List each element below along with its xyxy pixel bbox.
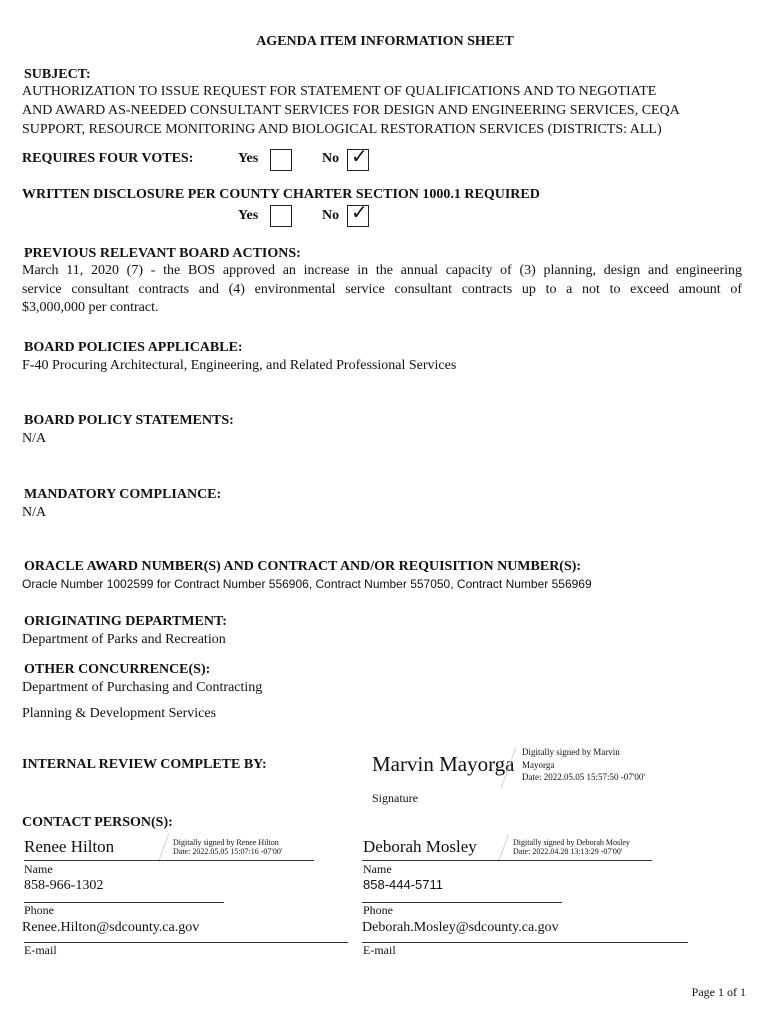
name-label: Name (24, 862, 53, 876)
disclosure-label: WRITTEN DISCLOSURE PER COUNTY CHARTER SECTION 1000.1 REQUIRED (22, 187, 540, 202)
email-line (24, 942, 348, 943)
contacts-label: CONTACT PERSON(S): (22, 815, 173, 830)
disclosure-yes-label: Yes (238, 208, 259, 223)
oracle-label: ORACLE AWARD NUMBER(S) AND CONTRACT AND/OR REQUISITION NUMBER(S): (24, 559, 582, 574)
concurrence-value: Planning & Development Services (22, 706, 217, 721)
subject-line: AND AWARD AS-NEEDED CONSULTANT SERVICES FOR DESIGN AND ENGINEERING SERVICES, CEQA (22, 103, 680, 118)
previous-actions-line: service consultant contracts and (4) environmental service consultant contracts up to a not to exceed amount of (22, 282, 742, 297)
originating-value: Department of Parks and Recreation (22, 632, 226, 647)
originating-label: ORIGINATING DEPARTMENT: (24, 614, 227, 629)
mandatory-compliance-label: MANDATORY COMPLIANCE: (24, 487, 222, 502)
contact-email[interactable]: Deborah.Mosley@sdcounty.ca.gov (362, 920, 559, 935)
mandatory-compliance-value: N/A (22, 505, 47, 520)
phone-label: Phone (363, 903, 393, 917)
signature-label: Signature (372, 791, 418, 805)
previous-actions-line: March 11, 2020 (7) - the BOS approved an increase in the annual capacity of (3) planning, design and engineering (22, 263, 742, 278)
contact-digital-sig: Digitally signed by Deborah Mosley (513, 838, 630, 847)
name-line (362, 860, 652, 861)
subject-label: SUBJECT: (24, 67, 91, 82)
four-votes-yes-label: Yes (238, 151, 259, 166)
four-votes-no-checkbox[interactable] (347, 144, 369, 171)
phone-line (24, 902, 224, 903)
contact-name: Renee Hilton (24, 837, 115, 856)
policies-applicable-value: F-40 Procuring Architectural, Engineering, and Related Professional Services (22, 358, 457, 373)
four-votes-no-label: No (322, 151, 340, 166)
page-number: Page 1 of 1 (691, 985, 746, 999)
internal-review-label: INTERNAL REVIEW COMPLETE BY: (22, 757, 267, 772)
email-line (362, 942, 688, 943)
oracle-value: Oracle Number 1002599 for Contract Number 556906, Contract Number 557050, Contract Number 556969 (22, 577, 592, 591)
previous-actions-label: PREVIOUS RELEVANT BOARD ACTIONS: (24, 246, 301, 261)
checkmark-icon: ✓ (351, 144, 368, 168)
email-label: E-mail (24, 943, 57, 957)
phone-label: Phone (24, 903, 54, 917)
contact-phone: 858-966-1302 (24, 878, 104, 893)
policy-statements-label: BOARD POLICY STATEMENTS: (24, 413, 234, 428)
disclosure-no-checkbox[interactable] (347, 200, 369, 227)
four-votes-label: REQUIRES FOUR VOTES: (22, 151, 194, 166)
concurrence-value: Department of Purchasing and Contracting (22, 680, 263, 695)
disclosure-yes-checkbox[interactable] (270, 205, 292, 227)
contact-email[interactable]: Renee.Hilton@sdcounty.ca.gov (22, 920, 200, 935)
previous-actions-line: $3,000,000 per contract. (22, 300, 159, 315)
contact-digital-sig: Date: 2022.05.05 15:07:16 -07'00' (173, 847, 283, 856)
subject-line: SUPPORT, RESOURCE MONITORING AND BIOLOGICAL RESTORATION SERVICES (DISTRICTS: ALL) (22, 122, 662, 137)
concurrence-label: OTHER CONCURRENCE(S): (24, 662, 211, 677)
page-title: AGENDA ITEM INFORMATION SHEET (256, 34, 514, 49)
four-votes-yes-checkbox[interactable] (270, 149, 292, 171)
email-label: E-mail (363, 943, 396, 957)
internal-review-signer: Marvin Mayorga (372, 752, 515, 776)
internal-review-digital-sig: Digitally signed by Marvin (522, 747, 620, 757)
internal-review-digital-sig: Date: 2022.05.05 15:57:50 -07'00' (522, 772, 645, 782)
contact-digital-sig: Digitally signed by Renee Hilton (173, 838, 279, 847)
policy-statements-value: N/A (22, 431, 47, 446)
name-label: Name (363, 862, 392, 876)
contact-phone: 858-444-5711 (363, 877, 443, 892)
subject-line: AUTHORIZATION TO ISSUE REQUEST FOR STATEMENT OF QUALIFICATIONS AND TO NEGOTIATE (22, 84, 657, 99)
contact-name: Deborah Mosley (363, 837, 477, 856)
name-line (24, 860, 314, 861)
contact-digital-sig: Date: 2022.04.28 13:13:29 -07'00' (513, 847, 623, 856)
disclosure-no-label: No (322, 208, 340, 223)
internal-review-digital-sig: Mayorga (522, 760, 555, 770)
policies-applicable-label: BOARD POLICIES APPLICABLE: (24, 340, 243, 355)
checkmark-icon: ✓ (351, 200, 368, 224)
